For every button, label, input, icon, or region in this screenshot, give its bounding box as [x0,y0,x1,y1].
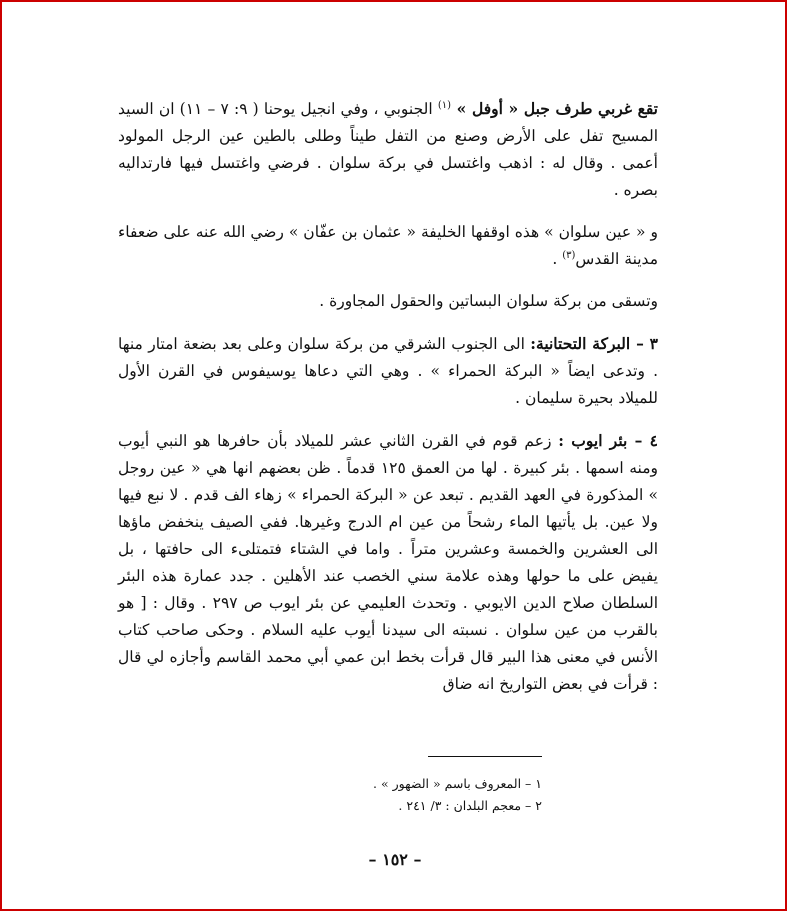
section-4-heading: ٤ – بئر ايوب : [558,431,658,450]
paragraph-1 [118,95,658,204]
paragraph-4-text: الى الجنوب الشرقي من بركة سلوان وعلى بعد بضعة امتار منها . وتدعى ايضاً « البركة الحمراء » . وهي التي دعاها يوسيفوس في القرن الأول للميلاد بحيرة سليمان . [118,335,658,407]
footnote-2: ٢ – معجم البلدان : ٣/ ٢٤١ . [398,798,542,813]
paragraph-2-text-b: . [552,250,563,268]
section-3-heading: ٣ – البركة التحتانية: [530,334,658,353]
footnote-ref-1[interactable]: (١) [437,99,451,111]
paragraph-1-text-b: الجنوبي ، وفي انجيل يوحنا ( ٩: ٧ – ١١) ان السيد المسيح تفل على الأرض وصنع من التفل طيناً وطلى بالطين عين الرجل المولود أعمى . وقال له : اذهب واغتسل في بركة سلوان . فرضي واغتسل فيها فارتداليه بصره . [118,100,658,199]
footnote-separator [428,756,542,757]
paragraph-3: وتسقى من بركة سلوان البساتين والحقول المجاورة . [319,292,658,310]
paragraph-4 [118,330,658,412]
paragraph-gap [118,315,658,330]
page-number: – ١٥٢ – [368,850,422,869]
paragraph-gap [118,204,658,219]
paragraph-gap [118,273,658,288]
paragraph-5 [118,427,658,698]
footnotes [200,773,542,817]
paragraph-1-text-a: تقع غربي طرف جبل « أوفل » [451,99,658,118]
body-text [118,95,658,698]
footnote-ref-3[interactable]: (٣) [562,249,576,261]
footnote-1: ١ – المعروف باسم « الضهور » . [373,776,542,791]
paragraph-gap [118,412,658,427]
paragraph-5-text: زعم قوم في القرن الثاني عشر للميلاد بأن حافرها هو النبي أيوب ومنه اسمها . بئر كبيرة . لها من العمق ١٢٥ قدماً . ظن بعضهم انها هي « عين روجل » المذكورة في العهد القديم . تبعد عن « البركة الحمراء » زهاء الف قدم . لا نبع فيها ولا عين. بل يأتيها الماء رشحاً من عين ام الدرج وغيرها. ففي الصيف ينخفض ماؤها الى العشرين والخمسة وعشرين متراً . واما في الشتاء فتمتلىء الى حافتها ، بل يفيض على ما حولها وهذه علامة سني الخصب عند الأهلين . جدد عمارة هذه البئر السلطان صلاح الدين الايوبي . وتحدث العليمي عن بئر ايوب ص ٢٩٧ . وقال : [ هو بالقرب من عين سلوان . نسبته الى سيدنا أيوب عليه السلام . وحكى صاحب كتاب الأنس في معنى هذا البير قال قرأت بخط ابن عمي أبي محمد القاسم وأجازه لي قال : قرأت في بعض التواريخ انه ضاق [118,432,658,693]
paragraph-2-text-a: و « عين سلوان » هذه اوقفها الخليفة « عثمان بن عفّان » رضي الله عنه على ضعفاء مدينة القدس [118,223,658,268]
paragraph-2 [118,219,658,273]
